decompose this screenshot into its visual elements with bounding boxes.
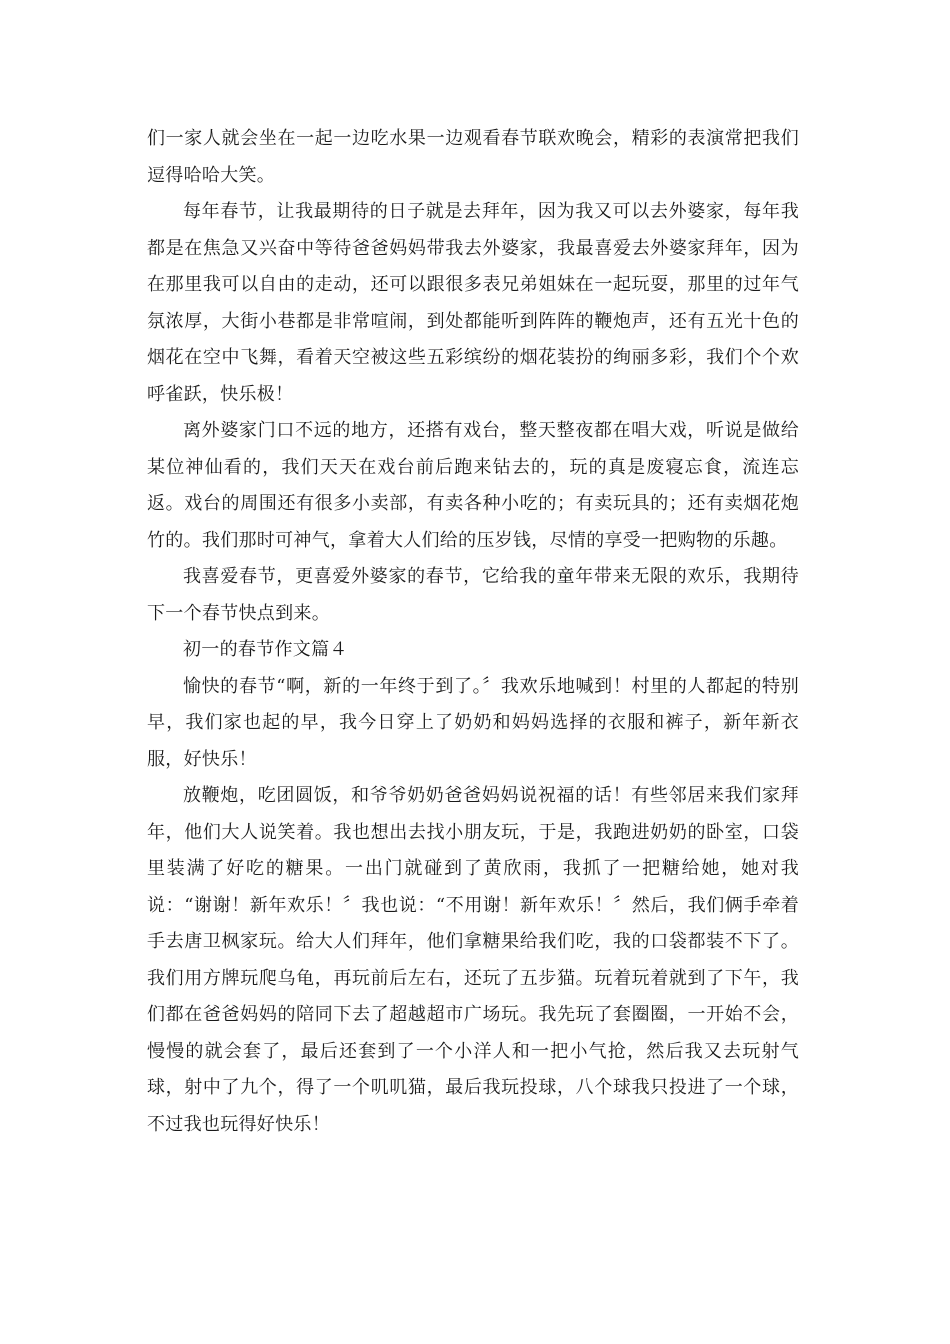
paragraph-new-year-visit: 每年春节，让我最期待的日子就是去拜年，因为我又可以去外婆家，每年我都是在焦急又兴奋中等待爸爸妈妈带我去外婆家，我最喜爱去外婆家拜年，因为在那里我可以自由的走动，还可以跟很多表兄弟姐妹在一起玩耍，那里的过年气氛浓厚，大街小巷都是非常喧闹，到处都能听到阵阵的鞭炮声，还有五光十色的烟花在空中飞舞，看着天空被这些五彩缤纷的烟花装扮的绚丽多彩，我们个个欢呼雀跃，快乐极！: [147, 201, 799, 405]
paragraph-continuation: 们一家人就会坐在一起一边吃水果一边观看春节联欢晚会，精彩的表演常把我们逗得哈哈大笑。: [147, 128, 799, 186]
essay-section-heading: 初一的春节作文篇４: [183, 639, 348, 660]
essay-body: [147, 121, 799, 1143]
paragraph-opera-stage: 离外婆家门口不远的地方，还搭有戏台，整天整夜都在唱大戏，听说是做给某位神仙看的，我们天天在戏台前后跑来钻去的，玩的真是废寝忘食，流连忘返。戏台的周围还有很多小卖部，有卖各种小吃的；有卖玩具的；还有卖烟花炮竹的。我们那时可神气，拿着大人们给的压岁钱，尽情的享受一把购物的乐趣。: [147, 420, 799, 551]
paragraph-firecrackers-and-play: 放鞭炮，吃团圆饭，和爷爷奶奶爸爸妈妈说祝福的话！有些邻居来我们家拜年，他们大人说笑着。我也想出去找小朋友玩，于是，我跑进奶奶的卧室，口袋里装满了好吃的糖果。一出门就碰到了黄欣雨，我抓了一把糖给她，她对我说：“谢谢！新年欢乐！〞我也说：“不用谢！新年欢乐！〞然后，我们俩手牵着手去唐卫枫家玩。给大人们拜年，他们拿糖果给我们吃，我的口袋都装不下了。我们用方牌玩爬乌龟，再玩前后左右，还玩了五步猫。玩着玩着就到了下午，我们都在爸爸妈妈的陪同下去了超越超市广场玩。我先玩了套圈圈，一开始不会，慢慢的就会套了，最后还套到了一个小洋人和一把小气抢，然后我又去玩射气球，射中了九个，得了一个叽叽猫，最后我玩投球，八个球我只投进了一个球，不过我也玩得好快乐！: [147, 785, 799, 1135]
paragraph-conclusion: 我喜爱春节，更喜爱外婆家的春节，它给我的童年带来无限的欢乐，我期待下一个春节快点到来。: [147, 566, 799, 624]
paragraph-happy-spring-festival: 愉快的春节“啊，新的一年终于到了。〞我欢乐地喊到！村里的人都起的特别早，我们家也起的早，我今日穿上了奶奶和妈妈选择的衣服和裤子，新年新衣服，好快乐！: [147, 675, 799, 770]
